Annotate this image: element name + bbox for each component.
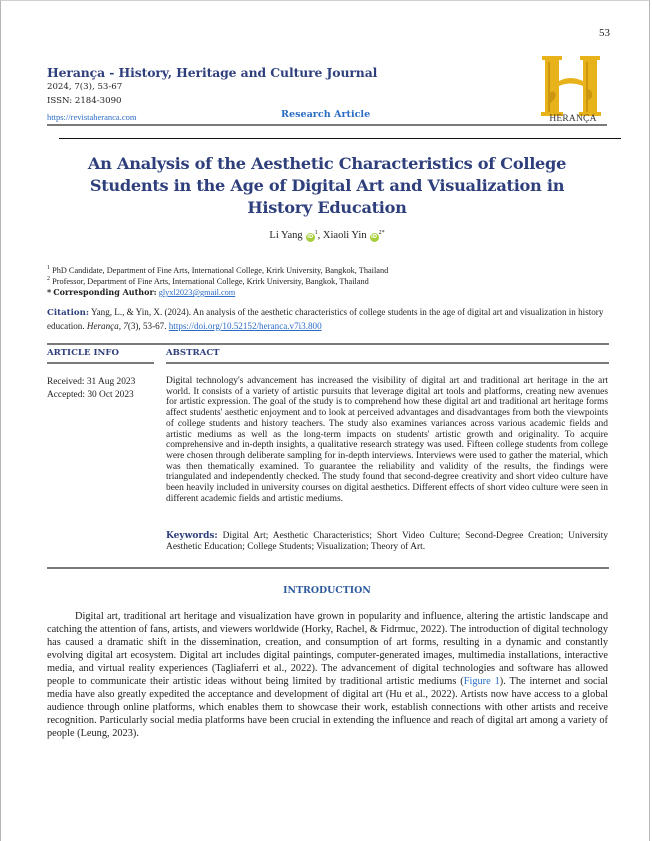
keywords-text: Digital Art; Aesthetic Characteristics; Short Video Culture; Second-Degree Creation; University Aesthetic Education; College Students; Visualization; Theory of Art. [166,531,609,552]
article-info-heading: ARTICLE INFO [47,348,119,358]
citation-pages: (3), 53-67. [127,320,167,331]
author-name[interactable]: Xiaoli Yin [322,230,367,241]
header-divider [47,124,607,126]
affiliation-text: Professor, Department of Fine Arts, International College, Krirk University, Bangkok, Thailand [52,277,369,286]
introduction-text-continued: ). The internet and social media have also greatly expedited the acceptance and development of digital art (Hu et al., 2022). Artists now have access to a global audience through online platforms, which enables them to showcase their work, establish connections with other artists and receive recognition. Particularly social media platforms have been crucial in extending the influence and reach of digital art among a variety of people (Leung, 2023). [47,675,608,739]
author-affiliation-marker: 1 [314,230,318,236]
citation-text: Yang, L., & Yin, X. (2024). An analysis of the aesthetic characteristics of college students in the age of digital art and visualization in history education. [47,307,604,331]
affiliation-2 [47,276,369,286]
corresponding-email-link[interactable]: glyxl2023@gmail.com [158,288,236,297]
citation-doi-link[interactable]: https://doi.org/10.52152/heranca.v7i3.800 [168,320,322,331]
journal-title: Herança - History, Heritage and Culture Journal [47,65,378,80]
orcid-icon[interactable]: iD [371,234,378,240]
journal-issn: ISSN: 2184-3090 [47,96,122,106]
citation-journal: Herança [86,320,119,331]
article-info-divider [47,362,154,364]
journal-url-link[interactable]: https://revistaheranca.com [47,112,137,122]
keywords-label: Keywords: [166,531,218,541]
author-name[interactable]: Li Yang [269,230,303,241]
orcid-icon[interactable]: iD [307,234,314,240]
corresponding-author [47,287,235,297]
abstract-bottom-divider [47,567,609,569]
article-dates [47,376,135,401]
affiliation-marker: 1 [47,265,50,271]
paper-title: An Analysis of the Aesthetic Characteristics of College Students in the Age of Digital Art and Visualization in History Education [87,154,567,217]
introduction-text: Digital art, traditional art heritage and visualization have grown in popularity and influence, altering the artistic landscape and catching the attention of fans, artists, and viewers worldwide (Horky, Rachel, & Fidrmuc, 2022). The introduction of digital technology has caused a dramatic shift in the dissemination, creation, and consumption of art forms, resulting in a dynamic and constantly evolving digital art ecosystem. Digital art includes digital paintings, computer-generated images, multimedia installations, interactive media, and virtual reality experiences (Tagliaferri et al., 2022). The advancement of digital technologies and software has allowed people to communicate their artistic ideas without being limited by traditional artistic mediums ( [47,611,608,687]
logo-caption: HERANÇA [549,114,597,124]
citation-volume: 7 [123,320,128,331]
journal-volume-info: 2024, 7(3), 53-67 [47,82,123,92]
abstract-heading: ABSTRACT [166,348,220,358]
introduction-heading: INTRODUCTION [283,585,371,596]
citation-label: Citation: [47,308,90,318]
introduction-paragraph [47,611,608,741]
author-separator: , [317,230,323,241]
keywords-block [166,531,608,553]
corresponding-label: Corresponding Author: [53,287,157,297]
author-list [1,230,652,242]
page-number: 53 [599,27,610,39]
citation-block: Citation: Yang, L., & Yin, X. (2024). An analysis of the aesthetic characteristics of college students in the age of digital art and visualization in history education. Herança, 7(3), 53-67. https://doi.org/10.52152/heranca.v7i3.800 [47,307,604,331]
corresponding-marker: * [47,287,52,297]
affiliation-text: PhD Candidate, Department of Fine Arts, International College, Krirk University, Bangkok, Thailand [52,266,389,275]
article-type-label: Research Article [281,109,371,120]
affiliation-1 [47,265,388,275]
abstract-text: Digital technology's advancement has increased the visibility of digital art and traditional art heritage in the art world. It consists of a variety of artistic pursuits that leverage digital art tools and platforms, creating new avenues for artistic expression. The goal of the study is to comprehend how these digital art and traditional art heritage forms affect students' aesthetic enjoyment and to look at perceived advantages and disadvantages from both the viewpoints of college students and history teachers. The study also examines variances across various academic fields and artistic mediums as well as the long-term impacts on students' artistic growth and originality. To acquire comprehensive and in-depth insights, a qualitative research strategy was used. Fifteen college students from college were chosen through deliberate sampling for in-depth interviews. Interviews were used to gather the material, which was then thematically examined. To guarantee the reliability and validity of the results, the findings were triangulated and independently checked. The study found that second-degree creativity and short video culture have been heavily included in university courses on digital aesthetics. Different effects of short video culture were seen in different academic fields and artistic mediums. [166,376,608,504]
affiliation-marker: 2 [47,276,50,282]
header-divider-secondary [59,138,621,139]
received-date: Received: 31 Aug 2023 [47,377,136,387]
abstract-top-divider [47,343,609,345]
figure-1-link[interactable]: Figure 1 [463,675,500,687]
author-affiliation-marker: 2* [378,230,385,236]
accepted-date: Accepted: 30 Oct 2023 [47,389,134,400]
abstract-divider [166,362,609,364]
